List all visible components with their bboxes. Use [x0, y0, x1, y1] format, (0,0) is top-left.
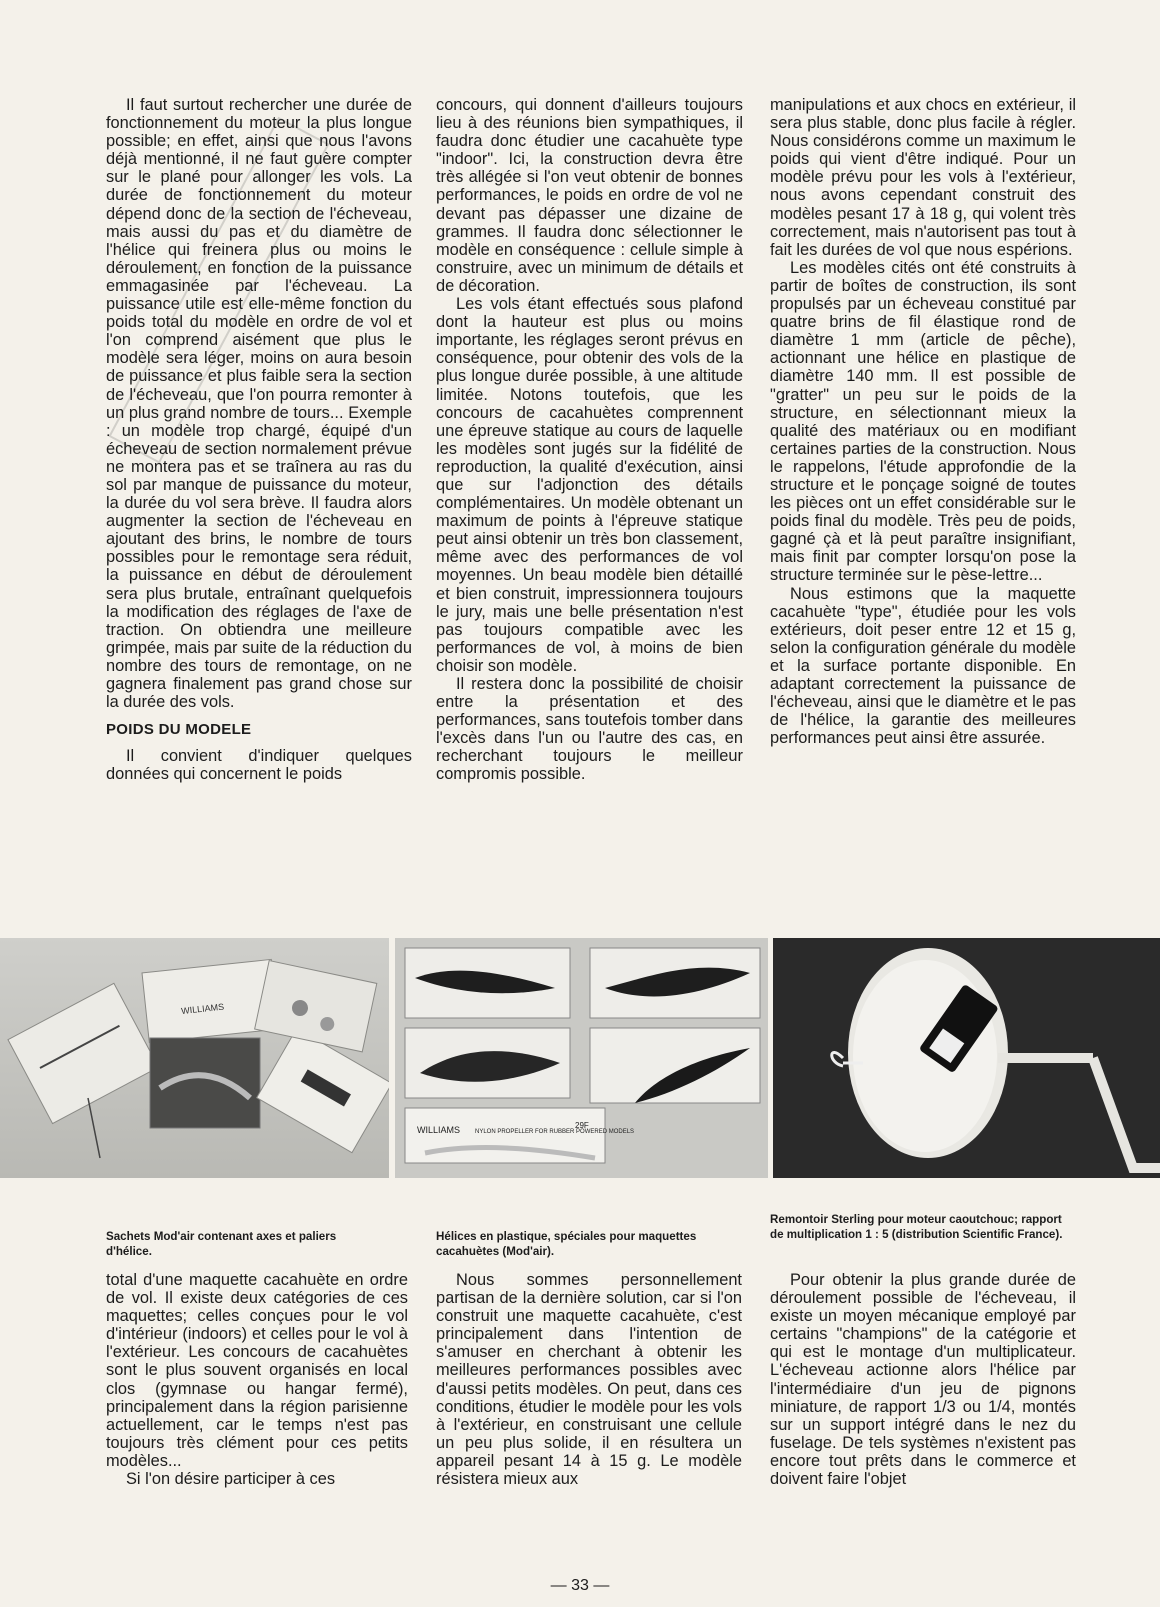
- text-column-top-3: [770, 96, 1076, 747]
- paragraph: concours, qui donnent d'ailleurs toujours lieu à des réunions bien sympathiques, il faudra donc étudier une cacahuète type "indoor". Ici, la construction devra être très allégée si l'on veut obtenir de bonnes performances, le poids en ordre de vol ne devant pas dépasser une dizaine de grammes. Il faudra donc sélectionner le modèle en conséquence : cellule simple à construire, avec un minimum de détails et de décoration.: [436, 96, 743, 295]
- paragraph: Pour obtenir la plus grande durée de déroulement possible de l'écheveau, il existe un moyen mécanique employé par certains "champions" de la catégorie et qui est le montage d'un multiplicateur. L'écheveau actionne alors l'hélice par l'intermédiaire d'un jeu de pignons miniature, de rapport 1/3 ou 1/4, montés sur un support intégré dans le nez du fuselage. De tels systèmes n'existent pas encore tout prêts dans le commerce et doivent faire l'objet: [770, 1271, 1076, 1489]
- text-column-bottom-2: [436, 1271, 742, 1488]
- svg-text:WILLIAMS: WILLIAMS: [417, 1125, 461, 1135]
- text-column-bottom-3: [770, 1271, 1076, 1488]
- paragraph: total d'une maquette cacahuète en ordre de vol. Il existe deux catégories de ces maquettes; celles conçues pour le vol d'intérieur (indoors) et celles pour le vol à l'extérieur. Les concours de cacahuètes sont le plus souvent organisés en local clos (gymnase ou hangar fermé), principalement dans la région parisienne actuellement, car le temps n'est pas toujours très clément pour ces petits modèles...: [106, 1271, 408, 1470]
- paragraph: Il convient d'indiquer quelques données qui concernent le poids: [106, 747, 412, 784]
- text-column-top-1: [106, 96, 412, 783]
- text-column-top-2: [436, 96, 743, 784]
- text-column-bottom-1: [106, 1271, 408, 1488]
- paragraph: Les vols étant effectués sous plafond dont la hauteur est plus ou moins importante, les réglages seront prévus en conséquence, pour obtenir des vols de la plus longue durée possible, à une altitude limitée. Notons toutefois, que les concours de cacahuètes comprennent une épreuve statique au cours de laquelle les modèles sont jugés sur la fidélité de reproduction, la qualité d'exécution, ainsi que sur l'adjonction des détails complémentaires. Un modèle obtenant un maximum de points à l'épreuve statique peut ainsi obtenir un très bon classement, même avec des performances de vol moyennes. Un beau modèle bien détaillé et bien construit, impressionnera toujours le jury, mais une belle présentation n'est pas toujours compatible avec les performances de vol, à moins de bien choisir son modèle.: [436, 295, 743, 675]
- paragraph: manipulations et aux chocs en extérieur, il sera plus stable, donc plus facile à régler. Nous considérons comme un maximum le poids qui vient d'être indiqué. Pour un modèle prévu pour les vols à l'extérieur, nous avons cependant construit des modèles pesant 17 à 18 g, qui volent très correctement, mais n'autorisent pas tout à fait les durées de vol que nous espérions.: [770, 96, 1076, 259]
- paragraph: Nous sommes personnellement partisan de la dernière solution, car si l'on construit une maquette cacahuète, c'est principalement dans l'intention de s'amuser en cherchant à obtenir les meilleures performances possibles avec d'aussi petits modèles. On peut, dans ces conditions, étudier le modèle pour les vols à l'extérieur, en construisant une cellule un peu plus solide, il en résultera un appareil pesant 14 à 15 g. Le modèle résistera mieux aux: [436, 1271, 742, 1489]
- paragraph: Les modèles cités ont été construits à partir de boîtes de construction, ils sont propulsés par un écheveau constitué par quatre brins de fil élastique rond de diamètre 1 mm (article de pêche), actionnant une hélice en plastique de diamètre 140 mm. Il est possible de "gratter" un peu sur le poids de la structure, en sélectionnant mieux la qualité des matériaux ou en modifiant certaines parties de la construction. Nous le rappelons, l'étude approfondie de la structure et le ponçage soigné de toutes les pièces ont un effet considérable sur le poids final du modèle. Très peu de poids, gagné çà et là peut paraître insignifiant, mais finit par compter lorsqu'on pose la structure terminée sur le pèse-lettre...: [770, 258, 1076, 585]
- caption-photo-3: Remontoir Sterling pour moteur caoutchouc; rapport de multiplication 1 : 5 (distribution Scientific France).: [770, 1213, 1063, 1241]
- svg-text:WILLIAMS: WILLIAMS: [180, 1001, 225, 1017]
- paragraph: Si l'on désire participer à ces: [126, 1470, 336, 1489]
- caption-photo-2: Hélices en plastique, spéciales pour maquettes cacahuètes (Mod'air).: [436, 1230, 697, 1258]
- svg-text:NYLON PROPELLER FOR RUBBER POW: NYLON PROPELLER FOR RUBBER POWERED MODELS: [475, 1129, 635, 1135]
- page-number: — 33 —: [550, 1577, 610, 1594]
- caption-photo-1: Sachets Mod'air contenant axes et paliers d'hélice.: [106, 1230, 337, 1258]
- section-heading: POIDS DU MODELE: [106, 721, 252, 739]
- svg-text:29F: 29F: [575, 1121, 589, 1130]
- paragraph: Il faut surtout rechercher une durée de fonctionnement du moteur la plus longue possible; en effet, ainsi que nous l'avons déjà mentionné, il ne faut guère compter sur le plané pour allonger les vols. La durée de fonctionnement du moteur dépend donc de la section de l'écheveau, mais aussi du pas et du diamètre de l'hélice qui freinera plus ou moins le déroulement, en fonction de la puissance emmagasinée par l'écheveau. La puissance utile est elle-même fonction du poids total du modèle en ordre de vol et l'on comprend aisément que plus le modèle sera léger, moins on aura besoin de puissance et plus faible sera la section de l'écheveau, que l'on pourra remonter à un plus grand nombre de tours... Exemple : un modèle trop chargé, équipé d'un écheveau de section normalement prévue ne montera pas et se traînera au ras du sol par manque de puissance du moteur, la durée du vol sera brève. Il faudra alors augmenter la section de l'écheveau en ajoutant des brins, le nombre de tours possibles pour le remontage sera réduit, la puissance en début de déroulement sera plus brutale, entraînant quelquefois la modification des réglages de l'axe de traction. On obtiendra une meilleure grimpée, mais par suite de la réduction du nombre des tours de remontage, on ne gagnera finalement pas grand chose sur la durée des vols.: [106, 96, 412, 712]
- paragraph: Nous estimons que la maquette cacahuète "type", étudiée pour les vols extérieurs, doit peser entre 12 et 15 g, selon la configuration générale du modèle et la surface portante disponible. En adaptant correctement la puissance de l'écheveau, ainsi que le diamètre et le pas de l'hélice, la garantie des meilleures performances peut ainsi être assurée.: [770, 584, 1076, 748]
- paragraph: Il restera donc la possibilité de choisir entre la présentation et des performances, sans toutefois tomber dans l'excès dans l'un ou l'autre des cas, en recherchant toujours le meilleur compromis possible.: [436, 675, 743, 784]
